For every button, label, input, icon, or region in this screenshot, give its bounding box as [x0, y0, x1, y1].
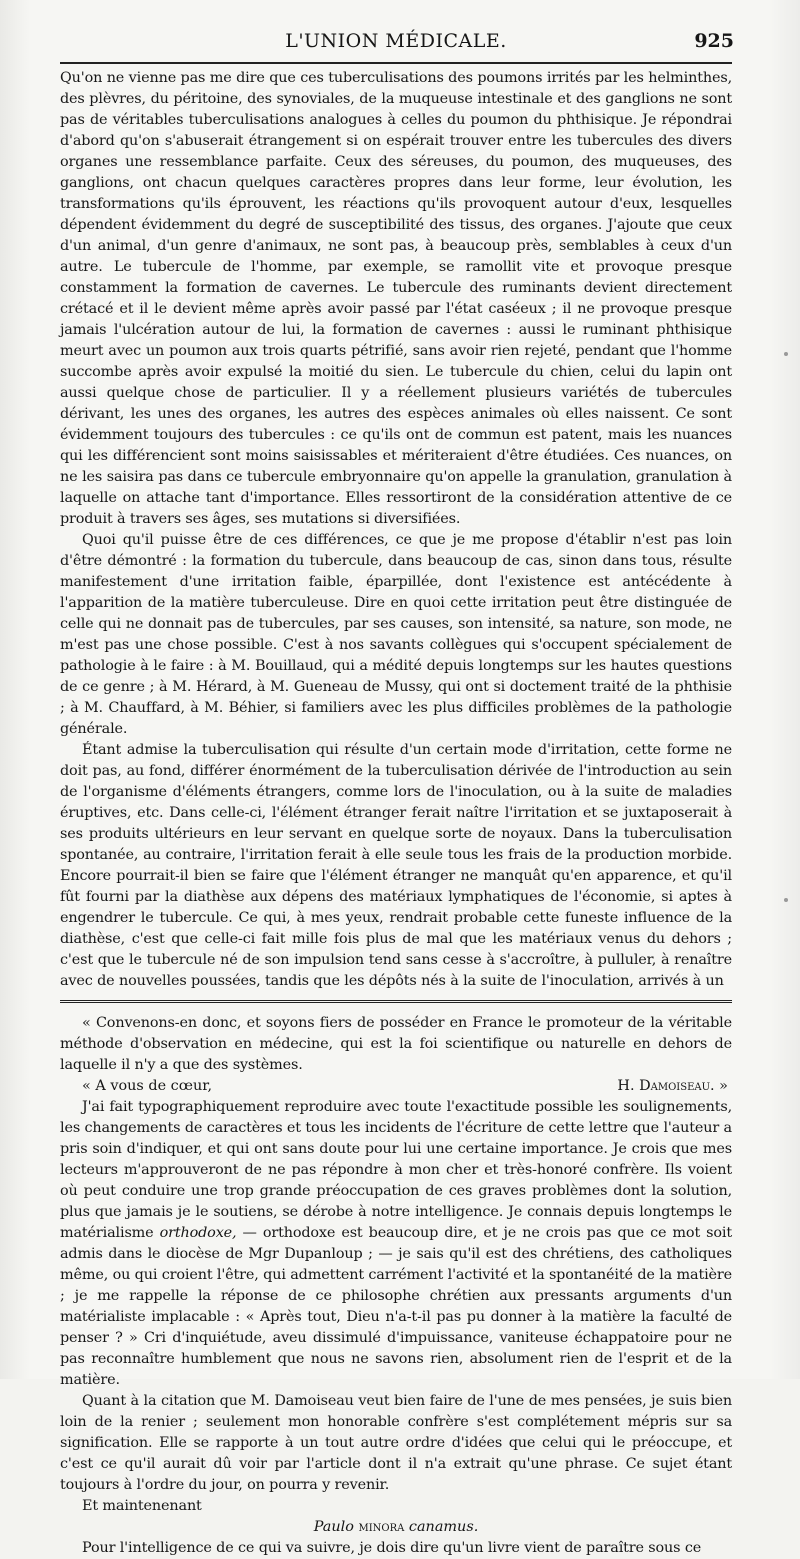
paragraph-2-emphasis: orthodoxe,: [159, 1225, 237, 1241]
page-number: 925: [694, 30, 734, 52]
feuilleton-paragraph-1: « Convenons-en donc, et soyons fiers de posséder en France le promoteur de la véritable méthode d'observation en médecine, qui est la foi scientifique ou naturelle en dehors de laquelle il n'y a que des systèmes.: [60, 1015, 732, 1073]
header-rule: [60, 62, 732, 64]
paper-speck: [784, 352, 788, 356]
main-article: [60, 68, 732, 992]
feuilleton-paragraph-3: Quant à la citation que M. Damoiseau veut bien faire de l'une de mes pensées, je suis bien loin de la renier ; seulement mon honorable confrère s'est complétement mépris sur sa signification. Elle se rapporte à un tout autre ordre d'idées que celui qui le préoccupe, et c'est ce qu'il aurait dû voir par l'article dont il n'a extrait qu'une phrase. Ce sujet étant toujours à l'ordre du jour, on pourra y revenir.: [60, 1393, 732, 1493]
epigraph-caps: minora: [358, 1519, 405, 1535]
epigraph-part-a: Paulo: [313, 1519, 359, 1535]
feuilleton-paragraph-4: Et maintenenant: [82, 1498, 202, 1514]
article-paragraph-3: Étant admise la tuberculisation qui résulte d'un certain mode d'irritation, cette forme ne doit pas, au fond, différer énormément de la tuberculisation dérivée de l'introduction au sein de l'organisme d'éléments étrangers, comme lors de l'inoculation, ou à la suite de maladies éruptives, etc. Dans celle-ci, l'élément étranger ferait naître l'irritation et se juxtaposerait à ses produits ultérieurs en leur servant en quelque sorte de noyaux. Dans la tuberculisation spontanée, au contraire, l'irritation ferait à elle seule tous les frais de la production morbide. Encore pourrait-il bien se faire que l'élément étranger ne manquât qu'en apparence, et qu'il fût fourni par la diathèse aux dépens des matériaux lymphatiques de l'économie, si aptes à engendrer le tubercule. Ce qui, à mes yeux, rendrait probable cette funeste influence de la diathèse, c'est que celle-ci fait mille fois plus de mal que les matériaux venus du dehors ; c'est que le tubercule né de son impulsion tend sans cesse à s'accroître, à pulluler, à renaître avec de nouvelles poussées, tandis que les dépôts nés à la suite de l'inoculation, arrivés à un: [60, 742, 732, 989]
paper-speck: [784, 898, 788, 902]
article-paragraph-2: Quoi qu'il puisse être de ces différences, ce que je me propose d'établir n'est pas loin d'être démontré : la formation du tubercule, dans beaucoup de cas, sinon dans tous, résulte manifestement d'une irritation faible, éparpillée, dont l'existence est antécédente à l'apparition de la matière tuberculeuse. Dire en quoi cette irritation peut être distinguée de celle qui ne donnait pas de tubercules, par ses causes, son intensité, sa nature, son mode, ne m'est pas une chose possible. C'est à nos savants collègues qui s'occupent spécialement de pathologie à le faire : à M. Bouillaud, qui a médité depuis longtemps sur les hautes questions de ce genre ; à M. Hérard, à M. Gueneau de Mussy, qui ont si doctement traité de la phthisie ; à M. Chauffard, à M. Béhier, si familiers avec les plus difficiles problèmes de la pathologie générale.: [60, 532, 732, 737]
running-head: [60, 0, 732, 62]
epigraph-part-b: canamus.: [404, 1519, 479, 1535]
letter-signature: [60, 1076, 732, 1097]
article-paragraph-1: Qu'on ne vienne pas me dire que ces tuberculisations des poumons irrités par les helminthes, des plèvres, du péritoine, des synoviales, de la muqueuse intestinale et des ganglions ne sont pas de véritables tuberculisations analogues à celles du poumon du phthisique. Je répondrai d'abord qu'on s'abuserait étrangement si on espérait trouver entre les tubercules des divers organes une ressemblance parfaite. Ceux des séreuses, du poumon, des muqueuses, des ganglions, ont chacun quelques caractères propres dans leur forme, leur évolution, les transformations qu'ils éprouvent, les réactions qu'ils provoquent autour d'eux, lesquelles dépendent évidemment du degré de susceptibilité des tissus, des organes. J'ajoute que ceux d'un animal, d'un genre d'animaux, ne sont pas, à beaucoup près, semblables à ceux d'un autre. Le tubercule de l'homme, par exemple, se ramollit vite et provoque presque constamment la formation de cavernes. Le tubercule des ruminants devient directement crétacé et il le devient même après avoir passé par l'état caséeux ; il ne provoque presque jamais l'ulcération autour de lui, la formation de cavernes : aussi le ruminant phthisique meurt avec un poumon aux trois quarts pétrifié, sans avoir rien rejeté, pendant que l'homme succombe après avoir expulsé la moitié du sien. Le tubercule du chien, celui du lapin ont aussi quelque chose de particulier. Il y a réellement plusieurs variétés de tubercules dérivant, les unes des organes, les autres des espèces animales où elles naissent. Ce sont évidemment toujours des tubercules : ce qu'ils ont de commun est patent, mais les nuances qui les différencient sont moins saisissables et mériteraient d'être étudiées. Ces nuances, on ne les saisira pas dans ce tubercule embryonnaire qu'on appelle la granulation, granulation à laquelle on attache tant d'importance. Elles ressortiront de la considération attentive de ce produit à travers ses âges, ses mutations si diversifiées.: [60, 70, 732, 527]
paragraph-2-part-a: J'ai fait typographiquement reproduire avec toute l'exactitude possible les soulignements, les changements de caractères et tous les incidents de l'écriture de cette lettre que l'auteur a pris soin d'indiquer, et qui ont sans doute pour lui une certaine importance. Je crois que mes lecteurs m'approuveront de ne pas répondre à mon cher et très-honoré confrère. Ils voient où peut conduire une trop grande préoccupation de ces graves problèmes dont la solution, plus que jamais je le soutiens, se dérobe à notre intelligence. Je connais depuis longtemps le matérialisme: [60, 1099, 732, 1241]
epigraph: [60, 1517, 732, 1538]
feuilleton: [60, 1013, 732, 1559]
feuilleton-separator: [60, 1000, 732, 1003]
feuilleton-paragraph-5: Pour l'intelligence de ce qui va suivre, je dois dire qu'un livre vient de paraître sous ce: [82, 1540, 702, 1556]
paragraph-2-part-b: — orthodoxe est beaucoup dire, et je ne crois pas que ce mot soit admis dans le diocèse de Mgr Dupanloup ; — je sais qu'il est des chrétiens, des catholiques même, ou qui croient l'être, qui admettent carrément l'activité et la spontanéité de la matière ; je me rappelle la réponse de ce philosophe chrétien aux pressants arguments d'un matérialiste implacable : « Après tout, Dieu n'a-t-il pas pu donner à la matière la faculté de penser ? » Cri d'inquiétude, aveu dissimulé d'impuissance, vaniteuse échappatoire pour ne pas reconnaître humblement que nous ne savons rien, absolument rien de l'esprit et de la matière.: [60, 1225, 732, 1388]
running-title: L'UNION MÉDICALE.: [285, 30, 507, 52]
signature-name: H. Damoiseau. »: [617, 1078, 728, 1094]
feuilleton-paragraph-2: [60, 1097, 732, 1391]
signature-closing: « A vous de cœur,: [82, 1078, 213, 1094]
